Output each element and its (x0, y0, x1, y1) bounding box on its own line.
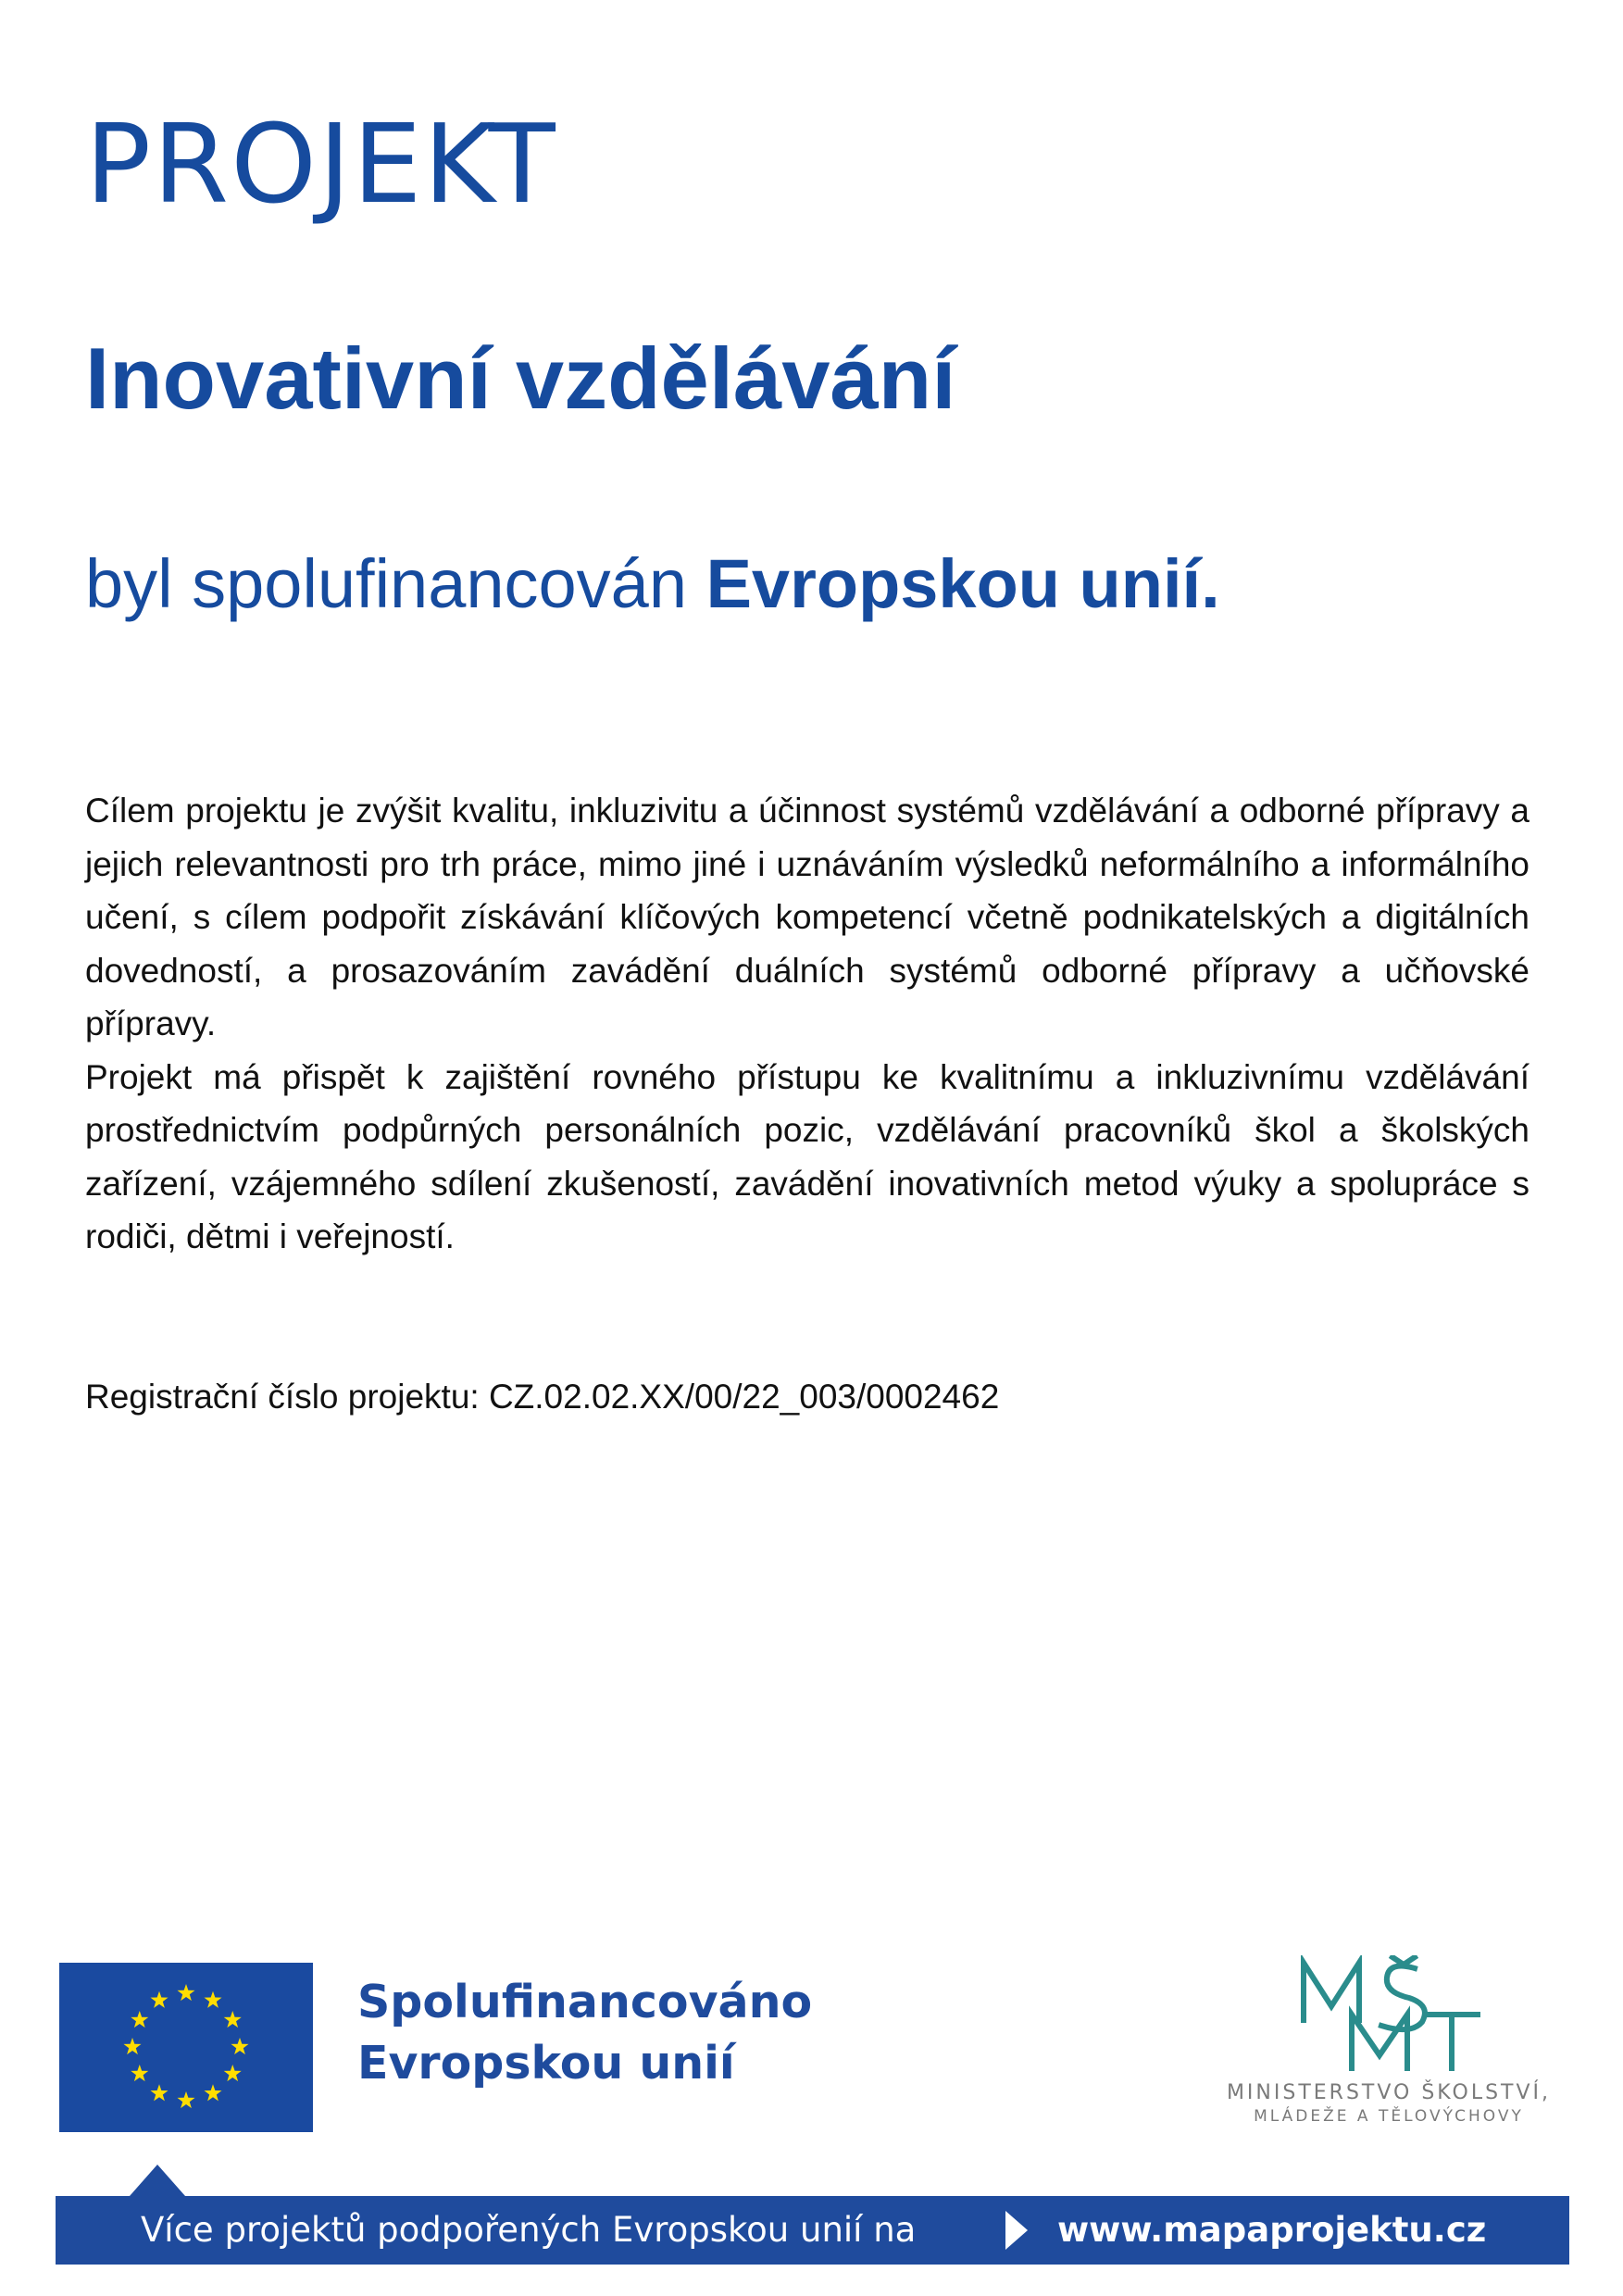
project-title: Inovativní vzdělávání (85, 330, 956, 427)
project-eyebrow: PROJEKT (85, 100, 557, 228)
eu-star-icon (204, 1991, 221, 2008)
eu-star-icon (150, 1991, 168, 2008)
eu-star-icon (231, 2038, 248, 2054)
project-description (85, 784, 1529, 1264)
eu-flag-icon (59, 1963, 313, 2132)
bottom-banner (56, 2196, 1569, 2265)
eu-star-icon (224, 2065, 242, 2081)
eu-star-icon (131, 2065, 148, 2081)
eu-cofunded-line-1: Spolufinancováno (357, 1976, 813, 2028)
eu-star-icon (123, 2038, 141, 2054)
description-paragraph-1: Cílem projektu je zvýšit kvalitu, inkluzivitu a účinnost systémů vzdělávání a odborné přípravy a jejich relevantnosti pro trh práce, mimo jiné i uznáváním výsledků neformálního a informálního učení, s cílem podpořit získávání klíčových kompetencí včetně podnikatelských a digitálních dovedností, a prosazováním zavádění duálních systémů odborné přípravy a učňovské přípravy. (85, 792, 1529, 1042)
msmt-name-line-2: MLÁDEŽE A TĚLOVÝCHOVY (1254, 2107, 1524, 2126)
eu-star-icon (224, 2011, 242, 2028)
eu-cofunded-text (357, 1972, 812, 2094)
eu-cofunded-line-2: Evropskou unií (357, 2037, 735, 2090)
eu-star-icon (204, 2084, 221, 2101)
subtitle-bold: Evropskou unií. (705, 545, 1220, 622)
eu-star-icon (131, 2011, 148, 2028)
msmt-logo (1204, 1955, 1574, 2140)
banner-url-link[interactable]: www.mapaprojektu.cz (1057, 2210, 1487, 2250)
eu-star-icon (177, 1984, 194, 2001)
eu-star-icon (150, 2084, 168, 2101)
msmt-logo-icon (1296, 1955, 1481, 2076)
description-paragraph-2: Projekt má přispět k zajištění rovného přístupu ke kvalitnímu a inkluzivnímu vzdělávání prostřednictvím podpůrných personálních pozic, vzdělávání pracovníků škol a školských zařízení, vzájemného sdílení zkušeností, zavádění inovativních metod výuky a spolupráce s rodiči, dětmi i veřejností. (85, 1057, 1529, 1255)
banner-text: Více projektů podpořených Evropskou unií na (141, 2210, 917, 2250)
eu-star-icon (177, 2091, 194, 2108)
project-subtitle (85, 545, 1220, 622)
registration-number: Registrační číslo projektu: CZ.02.02.XX/00/22_003/0002462 (85, 1378, 1000, 1416)
msmt-name-line-1: MINISTERSTVO ŠKOLSTVÍ, (1226, 2081, 1552, 2104)
subtitle-prefix: byl spolufinancován (85, 545, 706, 622)
arrow-right-icon (1005, 2211, 1028, 2250)
banner-tab-decoration (130, 2165, 185, 2196)
